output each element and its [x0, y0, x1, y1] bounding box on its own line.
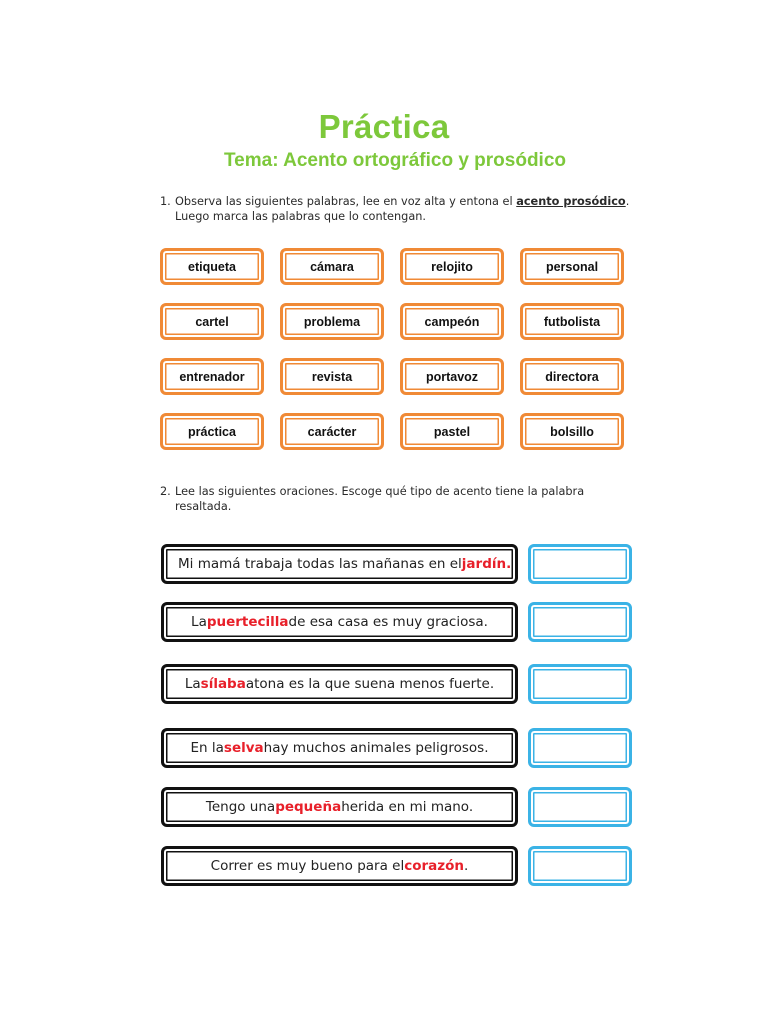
- sentence-box: [161, 787, 518, 827]
- word-box[interactable]: revista: [280, 358, 384, 395]
- word-box[interactable]: problema: [280, 303, 384, 340]
- sentence-box: [161, 846, 518, 886]
- sentence-row: [161, 728, 636, 770]
- word-box[interactable]: etiqueta: [160, 248, 264, 285]
- exercise-2-line2: resaltada.: [175, 500, 232, 513]
- highlighted-word: selva: [223, 740, 264, 756]
- sentence-row: [161, 664, 636, 706]
- sentence-text: herida en mi mano.: [341, 799, 474, 815]
- sentence-row: [161, 544, 636, 586]
- sentence-row: [161, 602, 636, 644]
- word-box[interactable]: práctica: [160, 413, 264, 450]
- answer-box[interactable]: [528, 846, 632, 886]
- exercise-2-number: 2.: [160, 485, 171, 498]
- sentence-box: [161, 728, 518, 768]
- sentence-row: [161, 846, 636, 888]
- page-title: Práctica: [318, 108, 450, 145]
- word-box[interactable]: campeón: [400, 303, 504, 340]
- exercise-1-line2: Luego marca las palabras que lo contengan.: [175, 210, 427, 223]
- sentence-box: [161, 664, 518, 704]
- word-box[interactable]: personal: [520, 248, 624, 285]
- highlighted-word: jardín.: [461, 556, 512, 572]
- word-box[interactable]: portavoz: [400, 358, 504, 395]
- word-box[interactable]: entrenador: [160, 358, 264, 395]
- sentence-text: La: [184, 676, 201, 692]
- answer-box[interactable]: [528, 787, 632, 827]
- word-box[interactable]: cartel: [160, 303, 264, 340]
- sentence-text: atona es la que suena menos fuerte.: [245, 676, 495, 692]
- sentence-text: Correr es muy bueno para el: [210, 858, 405, 874]
- page-subtitle: Tema: Acento ortográfico y prosódico: [223, 150, 567, 171]
- exercise-1-text: Observa las siguientes palabras, lee en voz alta y entona el: [175, 195, 517, 208]
- exercise-1-instructions: [160, 194, 635, 224]
- answer-box[interactable]: [528, 664, 632, 704]
- sentence-text: Mi mamá trabaja todas las mañanas en el: [178, 556, 462, 572]
- sentence-row: [161, 787, 636, 829]
- sentence-text: En la: [190, 740, 224, 756]
- exercise-2-instructions: [160, 484, 635, 514]
- sentence-text: Tengo una: [205, 799, 276, 815]
- sentence-text: La: [191, 614, 207, 630]
- word-box[interactable]: directora: [520, 358, 624, 395]
- word-grid: [160, 248, 625, 450]
- answer-box[interactable]: [528, 728, 632, 768]
- sentence-text: hay muchos animales peligrosos.: [263, 740, 489, 756]
- highlighted-word: sílaba: [200, 676, 246, 692]
- sentence-box: [161, 602, 518, 642]
- word-box[interactable]: pastel: [400, 413, 504, 450]
- answer-box[interactable]: [528, 544, 632, 584]
- highlighted-word: pequeña: [275, 799, 342, 815]
- exercise-1-number: 1.: [160, 195, 171, 208]
- highlighted-word: corazón: [404, 858, 465, 874]
- sentence-text: .: [464, 858, 469, 874]
- word-box[interactable]: carácter: [280, 413, 384, 450]
- word-box[interactable]: bolsillo: [520, 413, 624, 450]
- acento-prosodico-term: acento prosódico: [516, 195, 626, 208]
- exercise-2-text: Lee las siguientes oraciones. Escoge qué tipo de acento tiene la palabra: [175, 485, 585, 498]
- word-box[interactable]: cámara: [280, 248, 384, 285]
- sentence-text: de esa casa es muy graciosa.: [288, 614, 488, 630]
- word-box[interactable]: futbolista: [520, 303, 624, 340]
- highlighted-word: puertecilla: [206, 614, 289, 630]
- sentence-box: [161, 544, 518, 584]
- word-box[interactable]: relojito: [400, 248, 504, 285]
- answer-box[interactable]: [528, 602, 632, 642]
- exercise-1-punct: .: [625, 195, 630, 208]
